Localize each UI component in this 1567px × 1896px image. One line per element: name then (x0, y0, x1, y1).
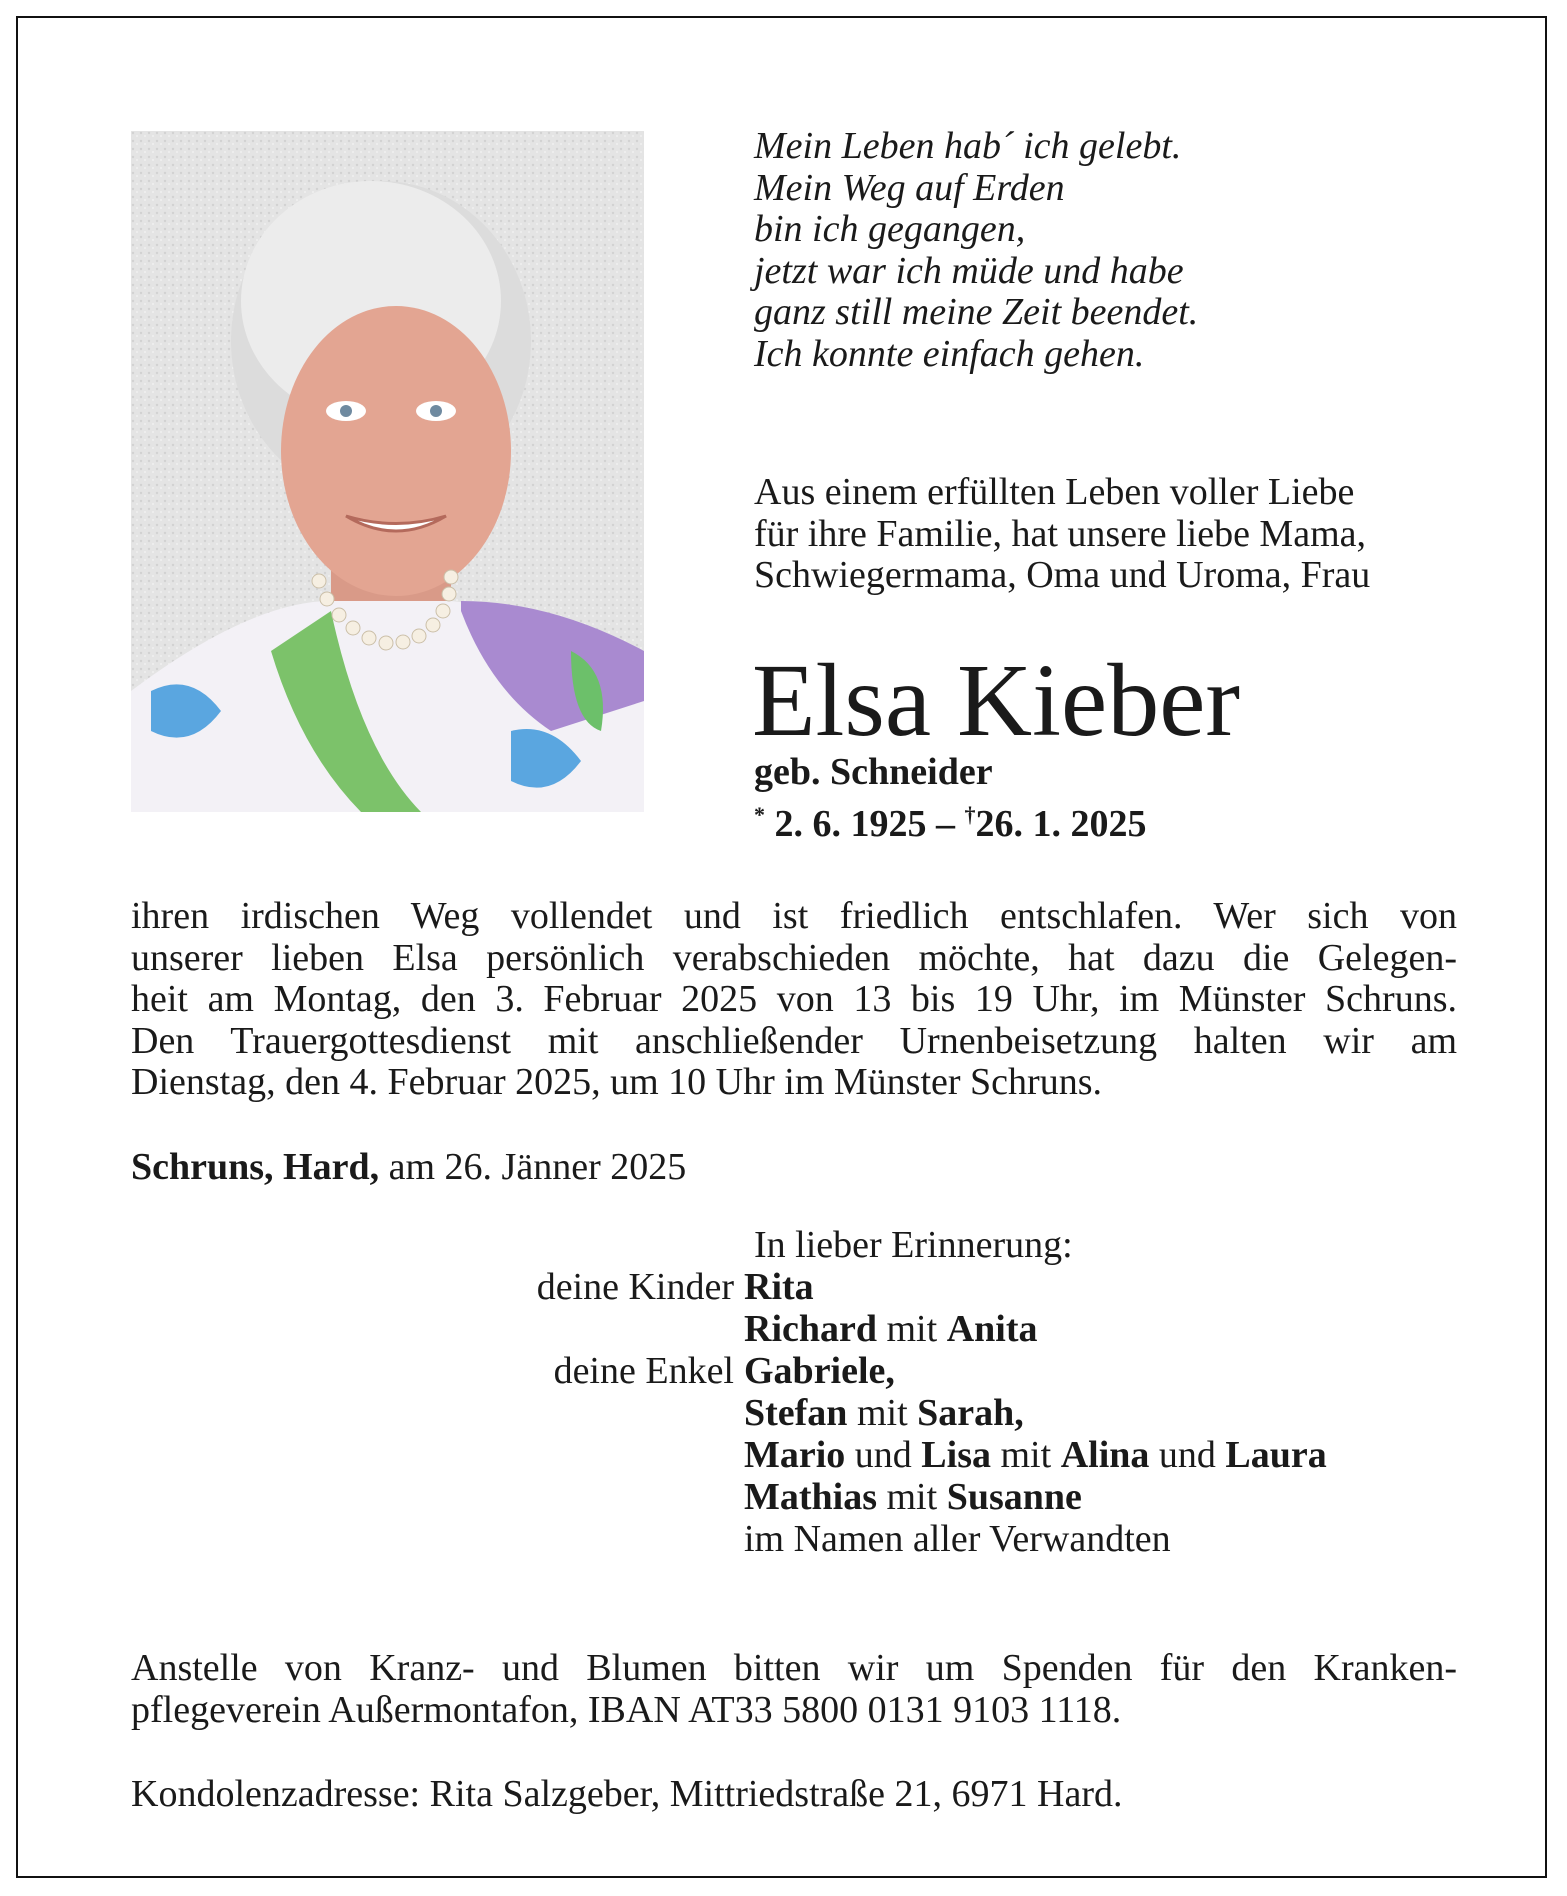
condolence-address: Kondolenzadresse: Rita Salzgeber, Mittriedstraße 21, 6971 Hard. (131, 1773, 1123, 1815)
connector: mit (886, 1476, 938, 1518)
family-member: Mathias (744, 1476, 877, 1518)
family-row (131, 1476, 1461, 1518)
announcement-line: Den Trauergottesdienst mit anschließender Urnenbeisetzung halten wir am (131, 1019, 1457, 1062)
intro-line: Aus einem erfüllten Leben voller Liebe (754, 471, 1355, 513)
poem-line: bin ich gegangen, (754, 208, 1026, 250)
portrait-illustration (131, 131, 644, 812)
memory-heading: In lieber Erinnerung: (754, 1224, 1073, 1266)
intro-line: Schwiegermama, Oma und Uroma, Frau (754, 554, 1371, 596)
donation-line: Anstelle von Kranz- und Blumen bitten wir um Spenden für den Kranken- (131, 1647, 1457, 1689)
connector: und (1158, 1434, 1216, 1476)
announcement-line: unserer lieben Elsa persönlich verabschieden möchte, hat dazu die Gelegen- (131, 936, 1457, 979)
family-row (131, 1434, 1461, 1476)
birth-symbol: * (754, 802, 765, 827)
family-member: Lisa (921, 1434, 991, 1476)
birth-date: 2. 6. 1925 (774, 803, 927, 845)
poem-line: Mein Leben hab´ ich gelebt. (754, 125, 1182, 167)
places: Schruns, Hard, (131, 1146, 380, 1188)
connector: mit (1000, 1434, 1052, 1476)
family-member: Alina (1060, 1434, 1150, 1476)
family-member: Mario (744, 1434, 846, 1476)
announcement-text (131, 896, 1457, 1104)
poem-line: Ich konnte einfach gehen. (754, 332, 1145, 375)
family-member: Sarah, (917, 1392, 1024, 1434)
family-row (131, 1266, 1461, 1308)
donation-request (131, 1648, 1457, 1731)
announcement-line: ihren irdischen Weg vollendet und ist friedlich entschlafen. Wer sich von (131, 895, 1457, 937)
deceased-name: Elsa Kieber (752, 643, 1241, 758)
children-label: deine Kinder (536, 1266, 734, 1308)
donation-line: pflegeverein Außermontafon, IBAN AT33 5800 0131 9103 1118. (131, 1688, 1122, 1731)
place-date-line (131, 1146, 686, 1188)
family-member: Richard (744, 1308, 877, 1350)
connector: mit (856, 1392, 908, 1434)
family-member: Laura (1225, 1434, 1327, 1476)
family-row (131, 1518, 1461, 1560)
intro-line: für ihre Familie, hat unsere liebe Mama, (754, 512, 1367, 555)
portrait-photo (131, 131, 644, 812)
family-member: Anita (946, 1308, 1038, 1350)
life-dates (754, 794, 1147, 845)
obituary-notice (16, 16, 1547, 1878)
connector: mit (886, 1308, 938, 1350)
family-row (131, 1350, 1461, 1392)
maiden-name: geb. Schneider (754, 751, 993, 793)
poem-line: jetzt war ich müde und habe (754, 249, 1184, 292)
memorial-poem (754, 126, 1474, 375)
family-member: Susanne (946, 1476, 1082, 1518)
poem-line: ganz still meine Zeit beendet. (754, 291, 1199, 333)
family-row (131, 1392, 1461, 1434)
announcement-line: heit am Montag, den 3. Februar 2025 von 13 bis 19 Uhr, im Münster Schruns. (131, 978, 1457, 1020)
announcement-line: Dienstag, den 4. Februar 2025, um 10 Uhr im Münster Schruns. (131, 1061, 1102, 1103)
intro-text (754, 472, 1474, 597)
family-row (131, 1308, 1461, 1350)
family-member: Stefan (744, 1392, 848, 1434)
death-symbol: † (964, 802, 976, 827)
date-dash: – (936, 803, 955, 845)
relatives-note: im Namen aller Verwandten (744, 1518, 1171, 1560)
family-member: Gabriele, (744, 1350, 895, 1392)
family-list (131, 1266, 1461, 1560)
notice-date: am 26. Jänner 2025 (388, 1146, 687, 1188)
connector: und (854, 1434, 912, 1476)
poem-line: Mein Weg auf Erden (754, 166, 1065, 209)
family-member: Rita (744, 1266, 814, 1308)
grandchildren-label: deine Enkel (553, 1350, 734, 1392)
death-date: 26. 1. 2025 (975, 803, 1147, 845)
